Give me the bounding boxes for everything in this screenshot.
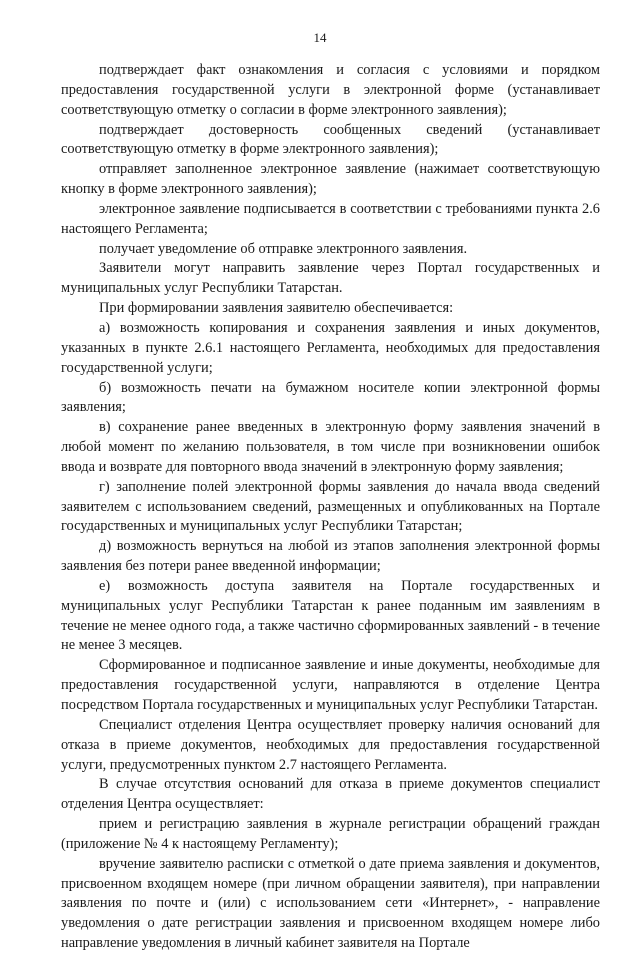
paragraph: г) заполнение полей электронной формы заявления до начала ввода сведений заявителем с использованием сведений, размещенных и опубликованных на Портале государственных и муниципальных услуг Республики Татарстан; [61,478,600,535]
paragraph: получает уведомление об отправке электронного заявления. [99,240,468,257]
paragraph: При формировании заявления заявителю обеспечивается: [99,300,454,317]
document-body [61,61,600,954]
paragraph: а) возможность копирования и сохранения заявления и иных документов, указанных в пункте 2.6.1 настоящего Регламента, необходимых для предоставления государственной услуги; [61,319,600,376]
paragraph: подтверждает факт ознакомления и согласия с условиями и порядком предоставления государственной услуги в электронной форме (устанавливает соответствующую отметку о согласии в форме электронного заявления); [61,62,600,118]
paragraph: вручение заявителю расписки с отметкой о дате приема заявления и документов, присвоенном входящем номере (при личном обращении заявителя), при направлении заявления по почте и (или) с использованием сети «Интернет», - направление уведомления о дате регистрации заявления и присвоенном входящем номере либо направление уведомления в личный кабинет заявителя на Портале [61,855,600,952]
paragraph: д) возможность вернуться на любой из этапов заполнения электронной формы заявления без потери ранее введенной информации; [61,538,600,575]
paragraph: В случае отсутствия оснований для отказа в приеме документов специалист отделения Центра осуществляет: [61,776,600,813]
paragraph: электронное заявление подписывается в соответствии с требованиями пункта 2.6 настоящего Регламента; [61,200,600,237]
page-number: 14 [313,30,327,45]
paragraph: Заявители могут направить заявление через Портал государственных и муниципальных услуг Республики Татарстан. [61,260,600,297]
paragraph: отправляет заполненное электронное заявление (нажимает соответствующую кнопку в форме электронного заявления); [61,161,600,198]
paragraph: подтверждает достоверность сообщенных сведений (устанавливает соответствующую отметку в форме электронного заявления); [61,121,600,158]
paragraph: прием и регистрацию заявления в журнале регистрации обращений граждан (приложение № 4 к настоящему Регламенту); [61,816,600,852]
paragraph: е) возможность доступа заявителя на Портале государственных и муниципальных услуг Республики Татарстан к ранее поданным им заявлениям в течение не менее одного года, а также частично сформированных заявлений - в течение не менее 3 месяцев. [61,577,600,654]
paragraph: в) сохранение ранее введенных в электронную форму заявления значений в любой момент по желанию пользователя, в том числе при возникновении ошибок ввода и возврате для повторного ввода значений в электронную форму заявления; [61,419,600,475]
paragraph: Специалист отделения Центра осуществляет проверку наличия оснований для отказа в приеме документов, необходимых для предоставления государственной услуги, предусмотренных пунктом 2.7 настоящего Регламента. [61,716,600,773]
paragraph: Сформированное и подписанное заявление и иные документы, необходимые для предоставления государственной услуги, направляются в отделение Центра посредством Портала государственных и муниципальных услуг Республики Татарстан. [61,657,600,713]
paragraph: б) возможность печати на бумажном носителе копии электронной формы заявления; [61,379,600,416]
